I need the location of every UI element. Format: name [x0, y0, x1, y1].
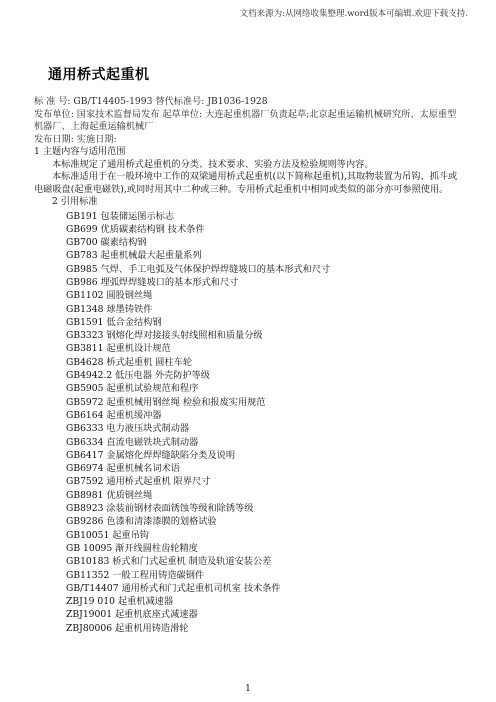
list-item: GB8981 优质钢丝绳 [66, 489, 153, 501]
list-item: GB700 碳素结构钢 [66, 237, 147, 249]
list-item: GB6417 金属熔化焊焊缝缺陷分类及说明 [66, 449, 236, 461]
scope-paragraph-1: 本标准规定了通用桥式起重机的分类、技术要求、实验方法及检验规则等内容。 [52, 158, 374, 170]
list-item: ZBJ19001 起重机底座式减速器 [66, 609, 198, 621]
list-item: GB783 起重机械最大起重量系列 [66, 250, 202, 262]
list-item: GB4628 桥式起重机 圆柱车轮 [66, 356, 193, 368]
list-item: GB5905 起重机试验规范和程序 [66, 383, 199, 395]
reference-standards-list [34, 210, 464, 636]
list-item: GB9286 色漆和清漆漆膜的划格试验 [66, 516, 217, 528]
list-item: GB6164 起重机缓冲器 [66, 409, 162, 421]
list-item: GB985 气焊、手工电弧及气体保护焊焊缝坡口的基本形式和尺寸 [66, 263, 331, 275]
list-item: GB191 包装储运图示标志 [66, 210, 175, 222]
header-note: 文档来源为:从网络收集整理.word版本可编辑.欢迎下载支持. [239, 9, 468, 19]
list-item: GB/T14407 通用桥式和门式起重机司机室 技术条件 [66, 582, 281, 594]
section-heading-scope: 1 主题内容与适用范围 [34, 146, 126, 157]
page-title: 通用桥式起重机 [48, 67, 150, 83]
list-item: GB1591 低合金结构钢 [66, 316, 162, 328]
list-item: ZBJ19 010 起重机减速器 [66, 596, 174, 608]
standard-number-line: 标 准 号: GB/T14405-1993 替代标准号: JB1036-1928 [34, 96, 268, 107]
list-item: GB11352 一般工程用铸造碳钢件 [66, 569, 205, 581]
list-item: GB6974 起重机械名词术语 [66, 463, 180, 475]
list-item: GB7592 通用桥式起重机 限界尺寸 [66, 476, 211, 488]
list-item: ZBJ80006 起重机用铸造滑轮 [66, 622, 189, 634]
list-item: GB6334 直流电磁铁块式制动器 [66, 436, 199, 448]
date-line: 发布日期: 实施日期: [34, 133, 117, 145]
list-item: GB699 优质碳素结构钢 技术条件 [66, 223, 205, 235]
list-item: GB3323 钢熔化焊对接接头射线照相和质量分级 [66, 330, 263, 342]
list-item: GB986 埋弧焊焊缝坡口的基本形式和尺寸 [66, 276, 239, 288]
document-body [34, 96, 464, 635]
list-item: GB1348 球墨铸铁件 [66, 303, 153, 315]
list-item: GB3811 起重机设计规范 [66, 343, 171, 355]
list-item: GB4942.2 低压电器 外壳防护等级 [66, 370, 210, 382]
publisher-line: 发布单位: 国家技术监督局发布 起草单位: 大连起重机器厂负责起草;北京起重运输机械研究所、太原重型机器厂、上海起重运输机械厂 [34, 108, 457, 132]
list-item: GB10183 桥式和门式起重机 制造及轨道安装公差 [66, 556, 272, 568]
list-item: GB5972 起重机械用钢丝绳 检验和报废实用规范 [66, 396, 266, 408]
list-item: GB 10095 渐开线圆柱齿轮精度 [66, 542, 198, 554]
list-item: GB1102 圆股钢丝绳 [66, 290, 153, 302]
page-number: 1 [245, 684, 251, 694]
section-heading-references: 2 引用标准 [52, 196, 98, 207]
list-item: GB8923 涂装前钢材表面锈蚀等级和除锈等级 [66, 503, 254, 515]
list-item: GB6333 电力液压块式制动器 [66, 423, 190, 435]
scope-paragraph-2: 本标准适用于在一般环境中工作的双梁通用桥式起重机(以下简称起重机),其取物装置为吊钩、抓斗或电磁吸盘(起重电磁铁),或同时用其中二种或三种。专用桥式起重机中相同或类似的部分亦可参照使用。 [34, 171, 458, 195]
list-item: GB10051 起重吊钩 [66, 529, 149, 541]
